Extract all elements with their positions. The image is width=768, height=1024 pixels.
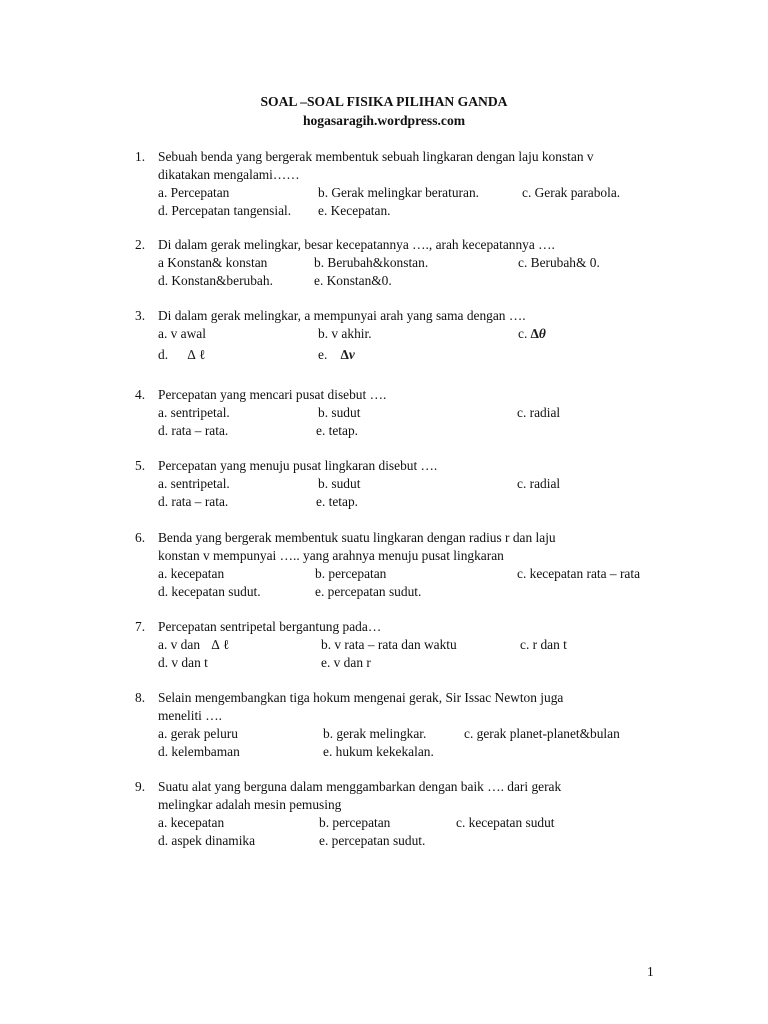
question-2 [0,236,768,290]
question-9 [0,778,768,850]
option-d[interactable]: d. Konstan&berubah. [158,273,273,288]
delta-v-symbol: ∆v [340,347,355,362]
question-stem: Sebuah benda yang bergerak membentuk sebuah lingkaran dengan laju konstan v [158,149,594,164]
option-a[interactable]: a Konstan& konstan [158,255,268,270]
option-e[interactable]: e. tetap. [316,423,359,438]
question-number: 3. [135,308,146,323]
question-3 [0,307,768,364]
option-b[interactable]: b. sudut [318,405,361,420]
question-stem: Di dalam gerak melingkar, besar kecepatannya …., arah kecepatannya …. [158,237,555,252]
question-stem: dikatakan mengalami…… [158,167,300,182]
option-c[interactable]: c. Gerak parabola. [522,185,621,200]
option-d[interactable]: d. rata – rata. [158,494,229,509]
option-b[interactable]: b. gerak melingkar. [323,726,427,741]
option-e[interactable]: e. Kecepatan. [318,203,391,218]
option-a[interactable]: a. sentripetal. [158,405,230,420]
option-c[interactable]: c. kecepatan sudut [456,815,555,830]
question-number: 7. [135,619,146,634]
page-subtitle: hogasaragih.wordpress.com [302,113,466,128]
option-b[interactable]: b. v rata – rata dan waktu [321,637,457,652]
option-b[interactable]: b. v akhir. [318,326,372,341]
option-text: a. v dan [158,637,204,652]
option-c[interactable]: c. radial [517,405,561,420]
delta-l-symbol: ∆ ℓ [187,347,206,362]
option-d[interactable]: d. v dan t [158,655,208,670]
question-stem: Percepatan yang menuju pusat lingkaran disebut …. [158,458,438,473]
option-d[interactable]: d. aspek dinamika [158,833,256,848]
delta-theta-symbol: ∆θ [530,326,546,341]
option-d[interactable]: d. rata – rata. [158,423,229,438]
question-number: 8. [135,690,146,705]
delta-l-symbol: ∆ ℓ [211,637,230,652]
question-1 [0,148,768,220]
question-stem: meneliti …. [158,708,222,723]
option-b[interactable]: b. percepatan [319,815,391,830]
question-stem: Benda yang bergerak membentuk suatu lingkaran dengan radius r dan laju [158,530,556,545]
question-number: 6. [135,530,146,545]
option-e[interactable]: e. tetap. [316,494,359,509]
question-stem: Suatu alat yang berguna dalam menggambarkan dengan baik …. dari gerak [158,779,562,794]
question-stem: melingkar adalah mesin pemusing [158,797,342,812]
question-stem: Percepatan sentripetal bergantung pada… [158,619,382,634]
option-a[interactable]: a. v awal [158,326,206,341]
option-e[interactable] [318,346,355,364]
option-a[interactable]: a. gerak peluru [158,726,238,741]
question-8 [0,689,768,761]
option-d[interactable]: d. kelembaman [158,744,240,759]
question-5 [0,457,768,511]
option-letter: d. [158,347,169,362]
question-number: 1. [135,149,146,164]
question-number: 9. [135,779,146,794]
option-letter: c. [518,326,528,341]
question-stem: Selain mengembangkan tiga hokum mengenai gerak, Sir Issac Newton juga [158,690,564,705]
option-a[interactable]: a. sentripetal. [158,476,230,491]
question-number: 4. [135,387,146,402]
option-b[interactable]: b. Gerak melingkar beraturan. [318,185,479,200]
option-c[interactable]: c. kecepatan rata – rata [517,566,641,581]
option-c[interactable] [518,325,546,343]
option-a[interactable]: a. kecepatan [158,815,225,830]
question-stem: konstan v mempunyai ….. yang arahnya menuju pusat lingkaran [158,548,504,563]
option-c[interactable]: c. r dan t [520,637,567,652]
option-letter: e. [318,347,328,362]
question-stem: Di dalam gerak melingkar, a mempunyai arah yang sama dengan …. [158,308,526,323]
option-e[interactable]: e. hukum kekekalan. [323,744,434,759]
option-d[interactable] [158,346,205,364]
option-c[interactable]: c. gerak planet-planet&bulan [464,726,620,741]
option-c[interactable]: c. Berubah& 0. [518,255,600,270]
page-title: SOAL –SOAL FISIKA PILIHAN GANDA [260,94,508,109]
question-number: 5. [135,458,146,473]
option-a[interactable]: a. kecepatan [158,566,225,581]
option-e[interactable]: e. percepatan sudut. [315,584,422,599]
option-b[interactable]: b. sudut [318,476,361,491]
option-d[interactable]: d. Percepatan tangensial. [158,203,292,218]
question-6 [0,529,768,601]
question-stem: Percepatan yang mencari pusat disebut …. [158,387,387,402]
option-a[interactable] [158,636,229,654]
page-number: 1 [647,964,654,979]
option-b[interactable]: b. percepatan [315,566,387,581]
question-number: 2. [135,237,146,252]
question-7 [0,618,768,672]
option-e[interactable]: e. v dan r [321,655,371,670]
option-a[interactable]: a. Percepatan [158,185,230,200]
option-d[interactable]: d. kecepatan sudut. [158,584,261,599]
question-4 [0,386,768,440]
option-c[interactable]: c. radial [517,476,561,491]
option-e[interactable]: e. percepatan sudut. [319,833,426,848]
option-e[interactable]: e. Konstan&0. [314,273,392,288]
option-b[interactable]: b. Berubah&konstan. [314,255,429,270]
